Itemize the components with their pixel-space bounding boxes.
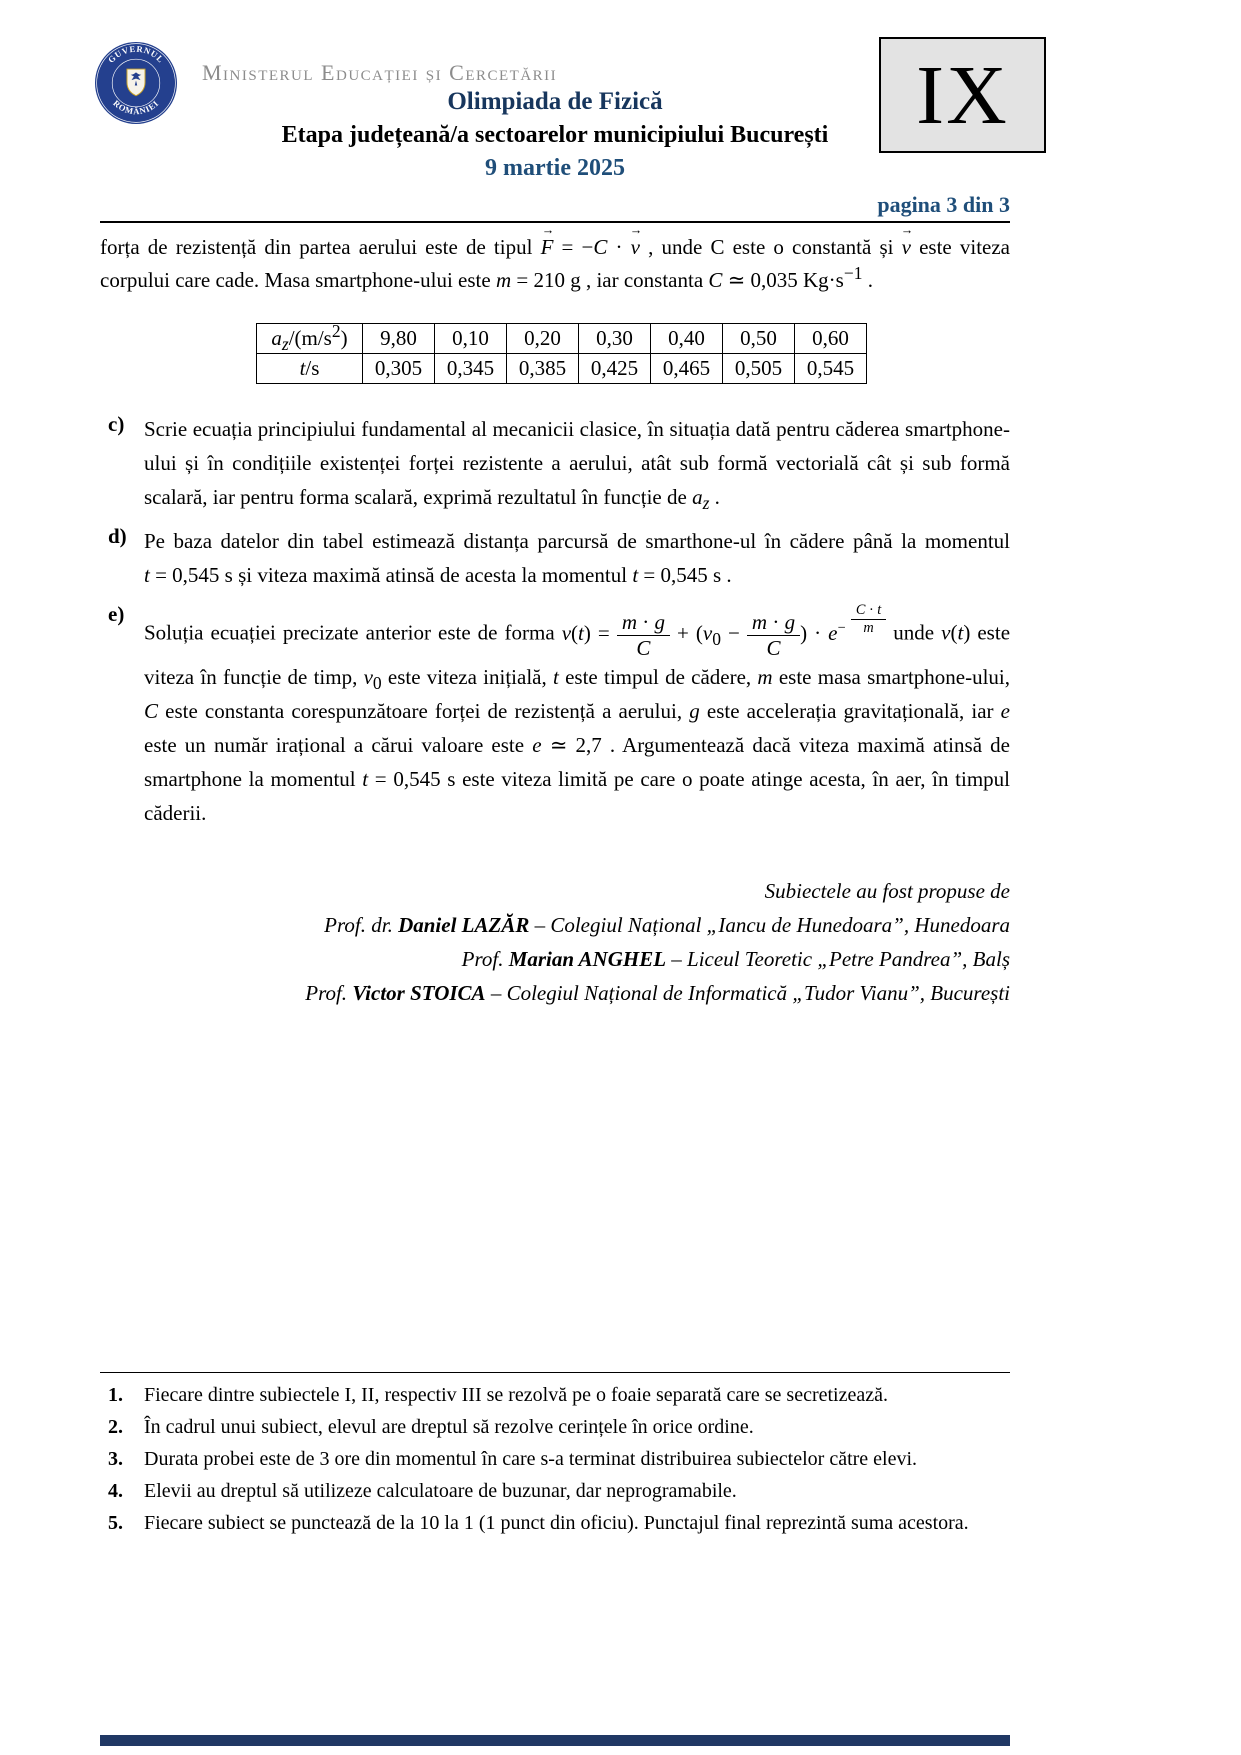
item-label: c) [108, 412, 125, 437]
row-label-time: t/s [257, 354, 363, 384]
credits-line: Prof. Marian ANGHEL – Liceul Teoretic „Petre Pandrea”, Balș [461, 946, 1010, 971]
header-divider [100, 221, 1010, 223]
event-date: 9 martie 2025 [485, 155, 625, 181]
rule-number: 2. [108, 1416, 123, 1438]
bottom-bar-divider [100, 1735, 1010, 1746]
table-cell: 0,305 [363, 354, 435, 384]
problem-item-e [108, 602, 1010, 829]
credits-block [100, 874, 1010, 1010]
item-text: Scrie ecuația principiului fundamental al mecanicii clasice, în situația dată pentru căderea smartphone-ului și în condițiile existenței forței rezistente a aerului, atât sub formă vectorială cât și sub formă scalară, iar pentru forma scalară, exprimă rezultatul în funcție de $a_z$ . [144, 417, 1010, 514]
page-indicator: pagina 3 din 3 [877, 192, 1010, 217]
rule-item [100, 1508, 1010, 1538]
problem-items [100, 412, 1010, 829]
footer-divider [100, 1372, 1010, 1373]
intro-paragraph: forța de rezistență din partea aerului este de tipul F → = −C · v → , unde C este o constantă și v → este viteza corpului care cade. Masa smartphone-ului este m = 210 g , iar constanta C ≃ 0,035 $Kg\cdot s^{-1}$ . [100, 231, 1010, 297]
rule-item [100, 1412, 1010, 1442]
rule-number: 4. [108, 1480, 123, 1502]
table-cell: 0,60 [795, 324, 867, 354]
table-cell: 0,345 [435, 354, 507, 384]
rule-number: 1. [108, 1384, 123, 1406]
footer-rules [100, 1372, 1010, 1538]
grade-label: IX [916, 48, 1009, 142]
page-title: Olimpiada de Fizică [447, 88, 663, 115]
item-label: d) [108, 524, 127, 549]
credits-line: Prof. dr. Daniel LAZĂR – Colegiul Național „Iancu de Hunedoara”, Hunedoara [324, 912, 1010, 937]
page-subtitle: Etapa județeană/a sectoarelor municipiului București [281, 122, 829, 148]
rule-text: Durata probei este de 3 ore din momentul în care s-a terminat distribuirea subiectelor către elevi. [144, 1448, 918, 1470]
problem-item-d [108, 524, 1010, 592]
rule-text: Fiecare dintre subiectele I, II, respectiv III se rezolvă pe o foaie separată care se secretizează. [144, 1384, 888, 1406]
rule-item [100, 1476, 1010, 1506]
table-cell: 0,545 [795, 354, 867, 384]
rule-number: 3. [108, 1448, 123, 1470]
table-cell: 0,50 [723, 324, 795, 354]
ministry-label: Ministerul Educației și Cercetării [202, 60, 558, 85]
rule-item [100, 1444, 1010, 1474]
rule-text: Elevii au dreptul să utilizeze calculatoare de buzunar, dar neprogramabile. [144, 1480, 737, 1502]
table-cell: 9,80 [363, 324, 435, 354]
logo-text-top: GUVERNUL [105, 43, 167, 65]
rule-number: 5. [108, 1512, 123, 1534]
logo-text-bottom: ROMÂNIEI [111, 97, 161, 117]
table-cell: 0,20 [507, 324, 579, 354]
table-cell: 0,465 [651, 354, 723, 384]
table-cell: 0,425 [579, 354, 651, 384]
credits-line: Prof. Victor STOICA – Colegiul Național de Informatică „Tudor Vianu”, București [305, 980, 1010, 1005]
item-text: Pe baza datelor din tabel estimează distanța parcursă de smarthone-ul în cădere până la momentul t = 0,545 s și viteza maximă atinsă de acesta la momentul t = 0,545 s . [144, 529, 1010, 588]
item-text: Soluția ecuației precizate anterior este de forma v(t) = $\frac{m \cdot g}{C}$ + ($v_0$ − $\frac{m \cdot g}{C}$ ) · $e^{- \frac{C \cdot t}{m}}$ unde v(t) este viteza în funcție de timp, $v_0$ este viteza inițială, t este timpul de cădere, m este masa smartphone-ului, C este constanta corespunzătoare forței de rezistență a aerului, g este accelerația gravitațională, iar e este un număr irațional a cărui valoare este e ≃ 2,7 . Argumentează dacă viteza maximă atinsă de smartphone la momentul t = 0,545 s este viteza limită pe care o poate atinge acesta, în aer, în timpul căderii. [144, 602, 1011, 825]
table-cell: 0,505 [723, 354, 795, 384]
item-label: e) [108, 602, 125, 627]
table-cell: 0,30 [579, 324, 651, 354]
rule-text: Fiecare subiect se punctează de la 10 la 1 (1 punct din oficiu). Punctajul final reprezintă suma acestora. [144, 1512, 969, 1534]
table-cell: 0,10 [435, 324, 507, 354]
table-cell: 0,40 [651, 324, 723, 354]
row-label-acceleration: $a_z/(m/s^2)$ [257, 324, 363, 354]
credits-intro: Subiectele au fost propuse de [764, 878, 1010, 903]
table-row-time [257, 354, 867, 384]
table-row-acceleration [257, 324, 867, 354]
rule-text: În cadrul unui subiect, elevul are dreptul să rezolve cerințele în orice ordine. [144, 1416, 754, 1438]
title-block [100, 0, 1010, 182]
page-content [100, 0, 1010, 1010]
measurement-table [256, 323, 867, 384]
table-cell: 0,385 [507, 354, 579, 384]
rule-item [100, 1380, 1010, 1410]
problem-item-c [108, 412, 1010, 514]
